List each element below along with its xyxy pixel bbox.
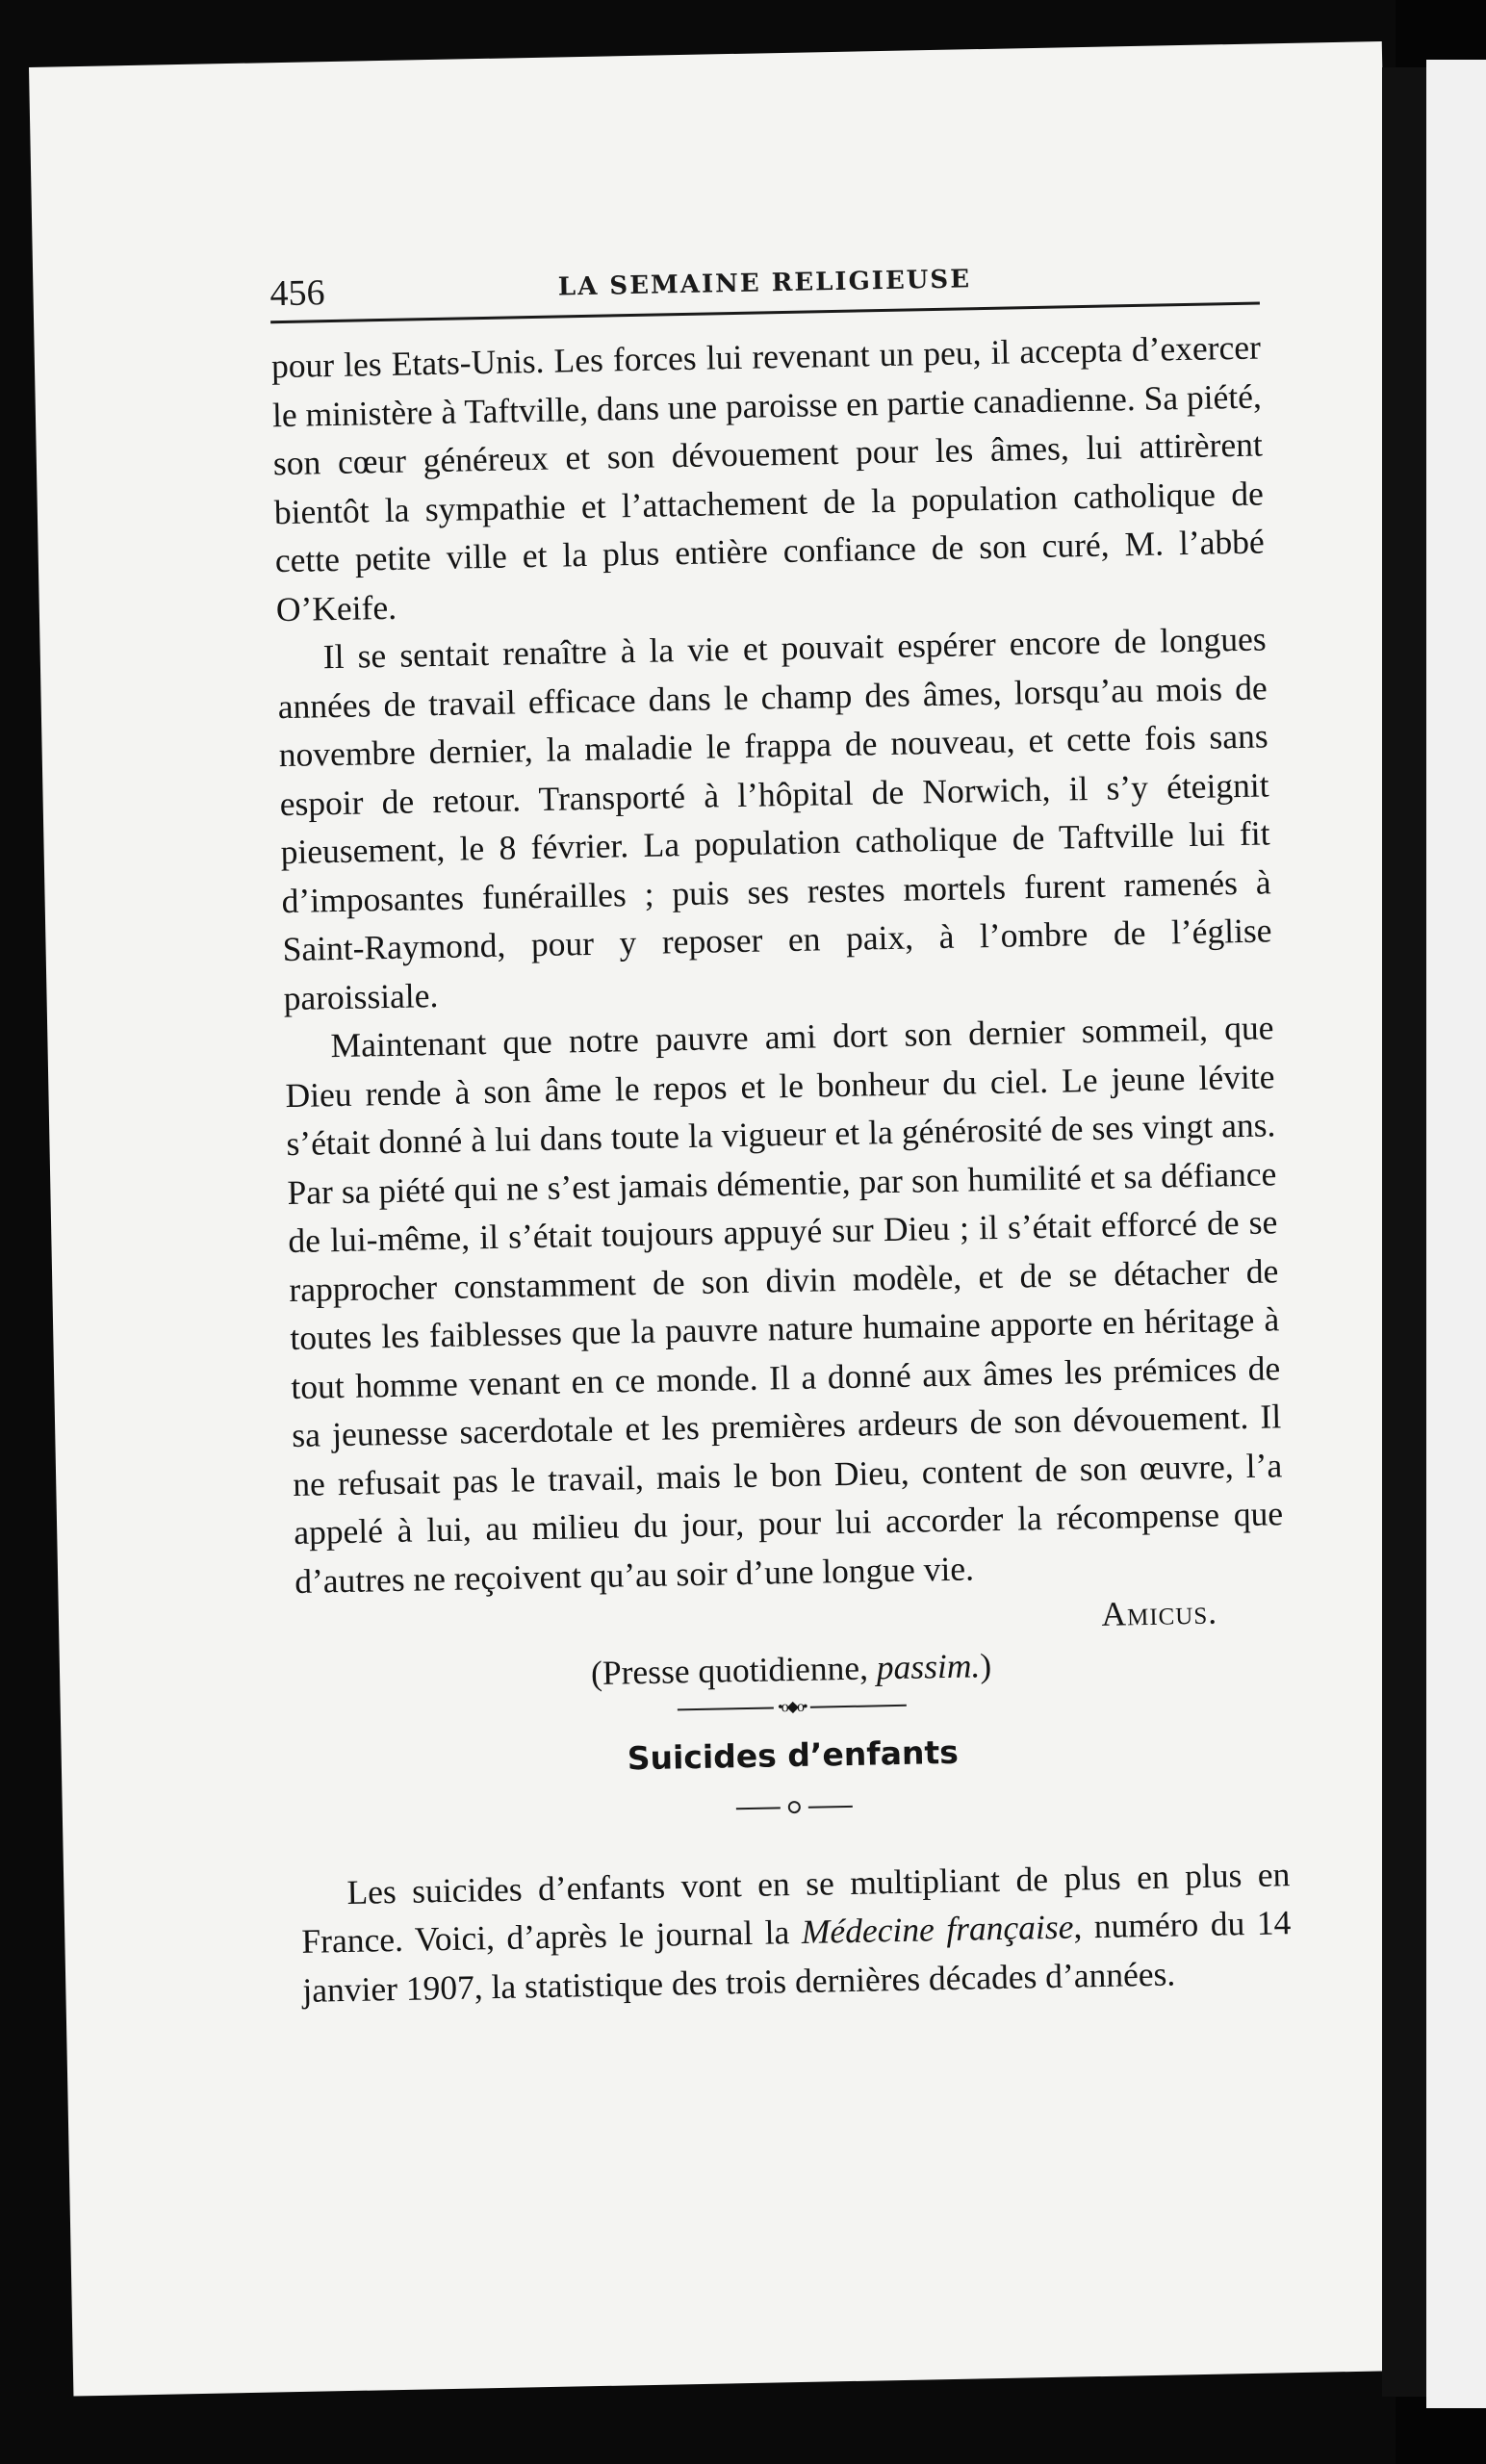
paragraph-1: pour les Etats-Unis. Les forces lui revenant un peu, il accepta d’exercer le ministère à Taftville, dans une paroisse en partie canadienne. Sa piété, son cœur généreux et son dévouement pour les âmes, lui attirèrent bientôt la sympathie et l’attachement de la population catholique de cette petite ville et la plus entière confiance de son curé, M. l’abbé O’Keife. <box>270 327 1266 629</box>
paragraph-2: Il se sentait renaître à la vie et pouvait espérer encore de longues années de travail efficace dans le champ des âmes, lorsqu’au mois de novembre dernier, la maladie le frappa de nouveau, et cette fois sans espoir de retour. Transporté à l’hôpital de Norwich, il s’y éteignit pieusement, le 8 février. La population catholique de Taftville lui fit d’imposantes funérailles ; puis ses restes mortels furent ramenés à Saint-Raymond, pour y reposer en paix, à l’ombre de l’église paroissiale. <box>277 619 1272 1017</box>
closing-part-1: Les suicides d’enfants vont en se multipliant de plus en plus en France. Voici, d’après le journal la <box>301 1854 1291 1961</box>
circle-divider-line-left <box>735 1807 780 1810</box>
circle-divider <box>299 1784 1289 1831</box>
running-title: LA SEMAINE RELIGIEUSE <box>557 265 972 302</box>
source-italic: passim. <box>876 1645 981 1686</box>
source-open: (Presse quotidienne, <box>590 1647 878 1692</box>
closing-part-2: , numéro du 14 janvier 1907, la statistique des trois dernières décades d’années. <box>302 1903 1292 2010</box>
closing-paragraph <box>300 1850 1293 2015</box>
circle-divider-line-right <box>807 1805 852 1808</box>
ornament-mark: •o◆o• <box>777 1698 807 1716</box>
page-body <box>271 322 1293 2014</box>
circle-ornament-icon <box>787 1801 800 1813</box>
divider-line-right <box>810 1705 907 1708</box>
book-page <box>29 41 1426 2397</box>
divider-line-left <box>678 1707 774 1710</box>
header-rule <box>270 301 1260 323</box>
section-title: Suicides d’enfants <box>627 1732 960 1778</box>
paragraph-3: Maintenant que notre pauvre ami dort son dernier sommeil, que Dieu rende à son âme le repos et le bonheur du ciel. Le jeune lévite s’était donné à lui dans toute la vigueur et la générosité de ses vingt ans. Par sa piété qui ne s’est jamais démentie, par son humilité et sa défiance de lui-même, il s’était toujours appuyé sur Dieu ; il s’était efforcé de se rapprocher constamment de son divin modèle, et de se détacher de toutes les faiblesses que la pauvre nature humaine apporte en héritage à tout homme venant en ce monde. Il a donné aux âmes les prémices de sa jeunesse sacerdotale et les premières ardeurs de son dévouement. Il ne refusait pas le travail, mais le bon Dieu, content de son œuvre, l’a appelé à lui, au milieu du jour, pour lui accorder la récompense que d’autres ne reçoivent qu’au soir d’une longue vie. <box>285 1008 1284 1601</box>
signature: Amicus. <box>1100 1592 1218 1633</box>
page-gutter <box>1382 67 1426 2397</box>
facing-page-edge <box>1426 60 1486 2408</box>
page-header <box>269 237 1260 323</box>
closing-italic: Médecine française <box>801 1907 1074 1951</box>
page-number: 456 <box>269 272 325 315</box>
source-close: ) <box>979 1645 992 1684</box>
